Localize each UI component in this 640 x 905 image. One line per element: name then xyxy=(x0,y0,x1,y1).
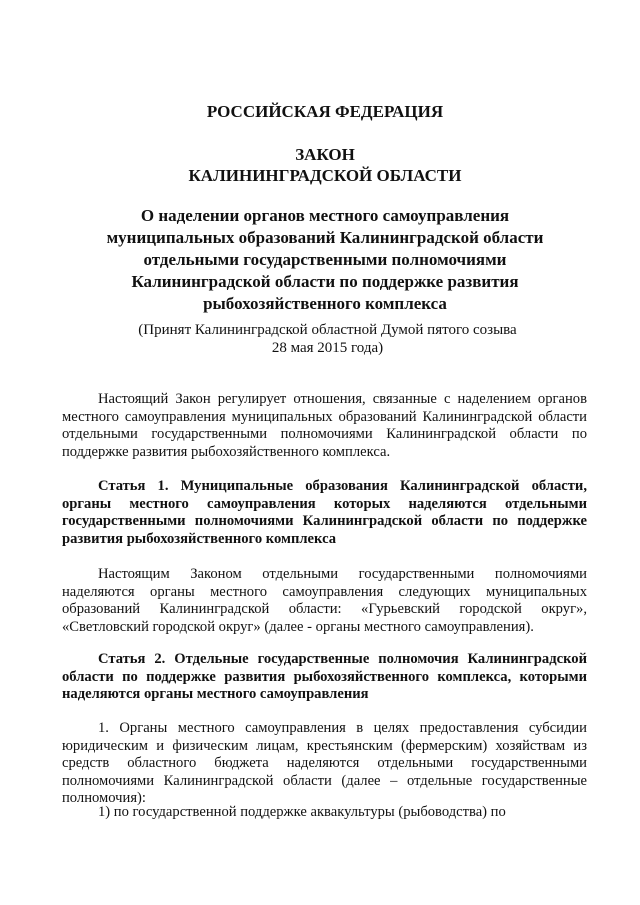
law-title xyxy=(60,205,590,315)
region-label: КАЛИНИНГРАДСКОЙ ОБЛАСТИ xyxy=(188,166,462,185)
law-title-line: рыбохозяйственного комплекса xyxy=(203,294,447,313)
article-1-text: Настоящим Законом отдельными государственными полномочиями наделяются органы местного самоуправления следующих муниципальных образований Калининградской области: «Гурьевский городской округ», «Светловский городской округ» (далее - органы местного самоуправления). xyxy=(62,566,587,635)
law-title-line: муниципальных образований Калининградской области xyxy=(106,228,544,247)
intro-paragraph: Настоящий Закон регулирует отношения, связанные с наделением органов местного самоуправления муниципальных образований Калининградской области отдельными государственными полномочиями Калининградской области по поддержке развития рыбохозяйственного комплекса. xyxy=(62,391,587,460)
law-title-line: О наделении органов местного самоуправления xyxy=(140,206,510,225)
adoption-note xyxy=(90,321,565,357)
law-title-line: отдельными государственными полномочиями xyxy=(143,250,507,269)
adoption-line: 28 мая 2015 года) xyxy=(271,340,384,356)
country-heading: РОССИЙСКАЯ ФЕДЕРАЦИЯ xyxy=(206,102,444,121)
article-2-subitem-1: 1) по государственной поддержке аквакультуры (рыбоводства) по xyxy=(98,804,506,820)
article-2-heading: Статья 2. Отдельные государственные полномочия Калининградской области по поддержке развития рыбохозяйственного комплекса, которыми наделяются органы местного самоуправления xyxy=(62,651,587,703)
law-title-line: Калининградской области по поддержке развития xyxy=(131,272,519,291)
law-label: ЗАКОН xyxy=(295,145,355,164)
article-1-heading: Статья 1. Муниципальные образования Калининградской области, органы местного самоуправления которых наделяются отдельными государственными полномочиями Калининградской области по поддержке развития рыбохозяйственного комплекса xyxy=(62,478,587,547)
law-heading xyxy=(60,144,590,186)
adoption-line: (Принят Калининградской областной Думой пятого созыва xyxy=(138,322,517,338)
article-2-paragraph-1: 1. Органы местного самоуправления в целях предоставления субсидии юридическим и физическим лицам, крестьянским (фермерским) хозяйствам из средств областного бюджета наделяются отдельными государственными полномочиями Калининградской области (далее – отдельные государственные полномочия): xyxy=(62,720,587,807)
